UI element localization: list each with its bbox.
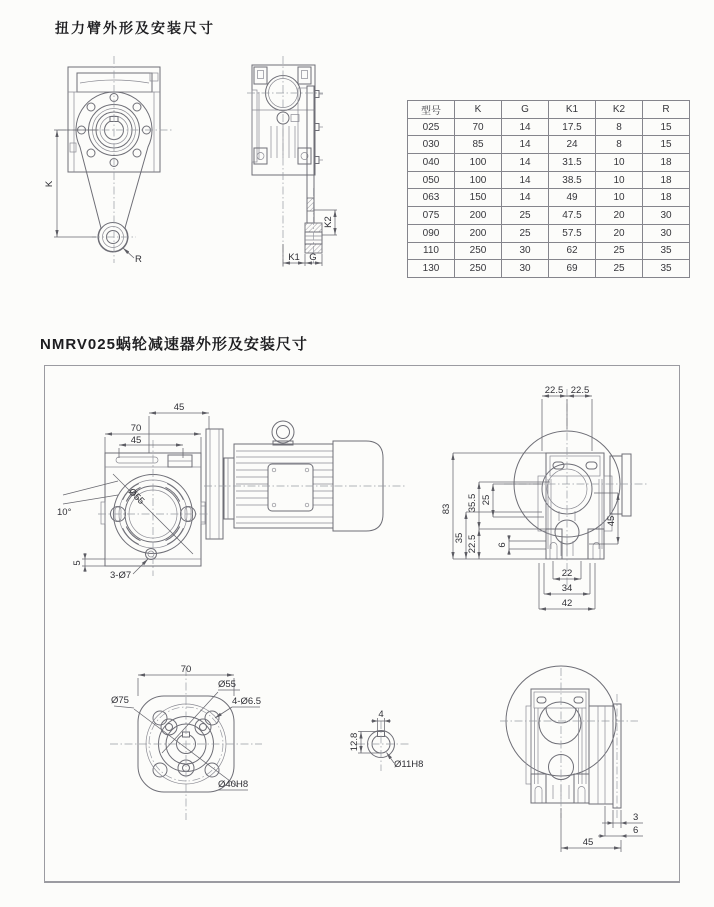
center-lines [98, 440, 406, 576]
dim-45 [561, 808, 621, 852]
dim-d40h8-label: Ø40H8 [218, 779, 249, 790]
table-header-row [408, 101, 690, 119]
dim-42-label: 42 [561, 598, 573, 609]
dim-k1-label: K1 [288, 252, 300, 263]
table-row [408, 154, 690, 172]
cell: 110 [408, 242, 455, 260]
cell: 14 [502, 154, 549, 172]
table-row [408, 189, 690, 207]
cell: 25 [596, 242, 643, 260]
cell: 10 [596, 189, 643, 207]
cell: 18 [643, 154, 690, 172]
cell: 14 [502, 189, 549, 207]
assembly-front-view [56, 396, 416, 611]
table-row [408, 136, 690, 154]
cell: 200 [455, 207, 502, 225]
cell: 15 [643, 136, 690, 154]
cell: 57.5 [549, 224, 596, 242]
table-row [408, 118, 690, 136]
dim-70-label: 70 [130, 423, 142, 434]
cell: 49 [549, 189, 596, 207]
cell: 62 [549, 242, 596, 260]
cell: 20 [596, 224, 643, 242]
col-header-r: R [643, 101, 690, 119]
section2-title: NMRV025蜗轮减速器外形及安装尺寸 [40, 336, 308, 353]
dim-angle-label: 10° [57, 507, 72, 518]
cell: 14 [502, 118, 549, 136]
dimension-table [407, 100, 690, 278]
dims-bottom [539, 561, 595, 609]
cell: 050 [408, 171, 455, 189]
dim-r [123, 248, 142, 265]
motor [201, 421, 383, 539]
dim-d11h8 [387, 753, 424, 771]
dim-4-label: 4 [378, 709, 384, 720]
col-header-g: G [502, 101, 549, 119]
dim-45-flange-label: 45 [130, 435, 142, 446]
output-flange-view [106, 656, 281, 831]
cell: 130 [408, 260, 455, 278]
cell: 30 [643, 207, 690, 225]
col-header-k: K [455, 101, 502, 119]
cell: 18 [643, 171, 690, 189]
dim-225-left-label: 22.5 [544, 385, 564, 396]
cell: 075 [408, 207, 455, 225]
col-header-k1: K1 [549, 101, 596, 119]
dim-34-label: 34 [561, 583, 573, 594]
dim-d75-label: Ø75 [111, 695, 129, 706]
dim-d55-label: Ø55 [125, 486, 147, 507]
dim-5 [72, 553, 105, 572]
dim-355-label: 35.5 [467, 493, 478, 513]
cell: 100 [455, 154, 502, 172]
housing-side [252, 65, 315, 175]
torque-arm-side-view [225, 48, 373, 298]
cell: 25 [502, 224, 549, 242]
dims-left [441, 453, 550, 559]
cell: 70 [455, 118, 502, 136]
cell: 8 [596, 118, 643, 136]
cell: 25 [502, 207, 549, 225]
table-row [408, 207, 690, 225]
cell: 14 [502, 171, 549, 189]
shaft-bore-view [331, 691, 441, 801]
col-header-model: 型号 [408, 101, 455, 119]
dim-r-label: R [135, 254, 142, 265]
table-row [408, 242, 690, 260]
drawing-panel [44, 365, 680, 883]
cell: 24 [549, 136, 596, 154]
dim-45-top-label: 45 [173, 402, 185, 413]
cell: 18 [643, 189, 690, 207]
cell: 25 [596, 260, 643, 278]
table-row [408, 224, 690, 242]
cell: 30 [502, 260, 549, 278]
cell: 38.5 [549, 171, 596, 189]
rear-view [434, 381, 684, 631]
dim-5-label: 5 [72, 560, 83, 566]
dim-22-label: 22 [561, 568, 573, 579]
dim-3-label: 3 [633, 812, 639, 823]
table-row [408, 171, 690, 189]
cell: 040 [408, 154, 455, 172]
side-rear-view [498, 666, 678, 861]
cell: 250 [455, 260, 502, 278]
cell: 063 [408, 189, 455, 207]
cell: 35 [643, 242, 690, 260]
dim-6-label: 6 [497, 542, 508, 548]
cell: 30 [643, 224, 690, 242]
dim-k-label: K [44, 180, 55, 188]
table-row [408, 260, 690, 278]
cell: 47.5 [549, 207, 596, 225]
center-lines [110, 668, 262, 820]
cell: 025 [408, 118, 455, 136]
dim-k2-label: K2 [323, 216, 334, 228]
dim-g-label: G [309, 252, 317, 263]
dim-70 [105, 423, 201, 453]
dim-83-label: 83 [441, 503, 452, 515]
cell: 31.5 [549, 154, 596, 172]
dim-128-label: 12.8 [349, 732, 360, 752]
cell: 100 [455, 171, 502, 189]
cell: 15 [643, 118, 690, 136]
cell: 69 [549, 260, 596, 278]
cell: 090 [408, 224, 455, 242]
dim-d55-label: Ø55 [218, 679, 236, 690]
dim-45-label: 45 [582, 837, 594, 848]
dim-128 [349, 732, 381, 754]
dim-angle-10 [57, 481, 118, 518]
dim-225-right-label: 22.5 [570, 385, 590, 396]
dim-d11h8-label: Ø11H8 [394, 759, 424, 770]
cell: 250 [455, 242, 502, 260]
torque-arm-front-view [40, 48, 210, 276]
cell: 30 [502, 242, 549, 260]
dim-45-label: 45 [606, 515, 617, 527]
cell: 150 [455, 189, 502, 207]
dim-6-label: 6 [633, 825, 639, 836]
cell: 17.5 [549, 118, 596, 136]
dim-35-label: 35 [454, 532, 465, 544]
housing-side-rear [506, 666, 621, 808]
cell: 35 [643, 260, 690, 278]
dim-225-mid-label: 22.5 [467, 534, 478, 554]
dim-70-label: 70 [180, 664, 192, 675]
cell: 14 [502, 136, 549, 154]
dim-3xd7 [110, 559, 148, 581]
cell: 10 [596, 154, 643, 172]
cell: 030 [408, 136, 455, 154]
dim-4xd65-label: 4-Ø6.5 [232, 696, 262, 707]
cell: 20 [596, 207, 643, 225]
cell: 200 [455, 224, 502, 242]
cell: 85 [455, 136, 502, 154]
section1-title: 扭力臂外形及安装尺寸 [55, 20, 215, 36]
dim-3xd7-label: 3-Ø7 [110, 570, 132, 581]
cell: 8 [596, 136, 643, 154]
dim-25-label: 25 [481, 494, 492, 506]
cell: 10 [596, 171, 643, 189]
housing-rear [514, 431, 631, 559]
col-header-k2: K2 [596, 101, 643, 119]
